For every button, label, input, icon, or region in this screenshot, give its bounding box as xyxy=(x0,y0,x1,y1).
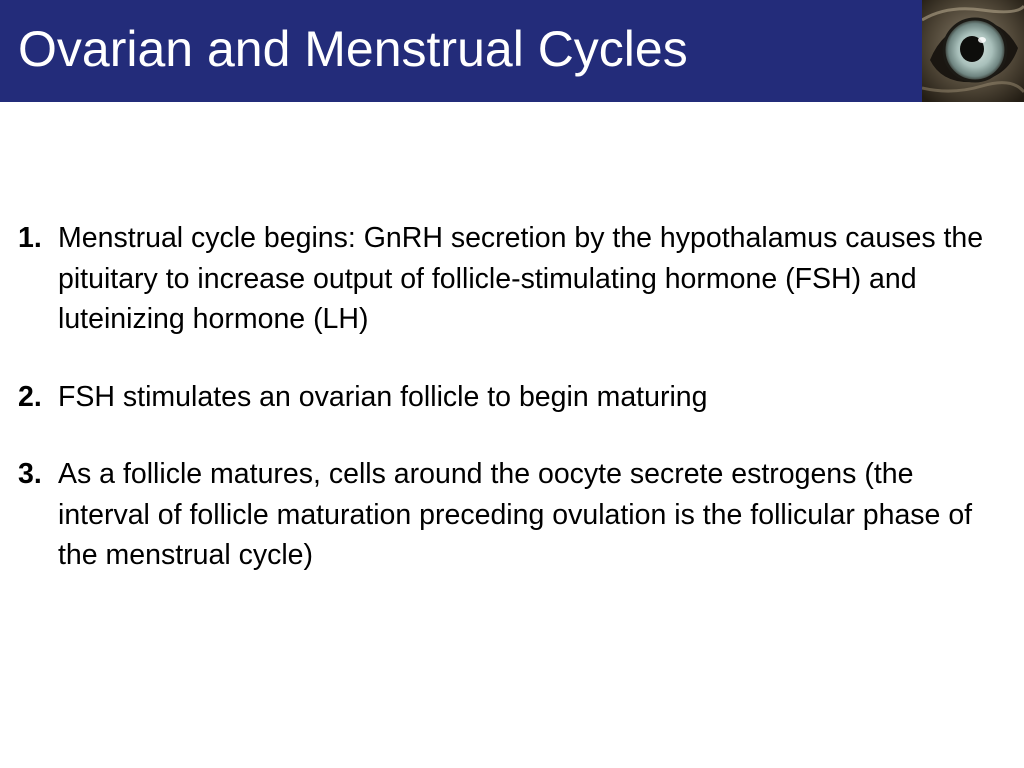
step-text: Menstrual cycle begins: GnRH secretion by the hypothalamus causes the pituitary to increase output of follicle-stimulating hormone (FSH) and luteinizing hormone (LH) xyxy=(58,222,984,335)
step-text: As a follicle matures, cells around the oocyte secrete estrogens (the interval of follicle maturation preceding ovulation is the follicular phase of the menstrual cycle) xyxy=(58,458,973,571)
step-number: 1. xyxy=(18,222,42,254)
step-list xyxy=(18,218,1008,576)
step-item xyxy=(18,454,1008,576)
step-number: 2. xyxy=(18,380,42,413)
step-number: 3. xyxy=(18,458,42,490)
slide-title: Ovarian and Menstrual Cycles xyxy=(18,21,688,77)
step-item xyxy=(18,377,1008,418)
title-bar xyxy=(0,0,1024,102)
step-item xyxy=(18,218,1008,340)
step-text: FSH stimulates an ovarian follicle to begin maturing xyxy=(58,380,708,413)
eye-photo-icon xyxy=(922,0,1024,102)
